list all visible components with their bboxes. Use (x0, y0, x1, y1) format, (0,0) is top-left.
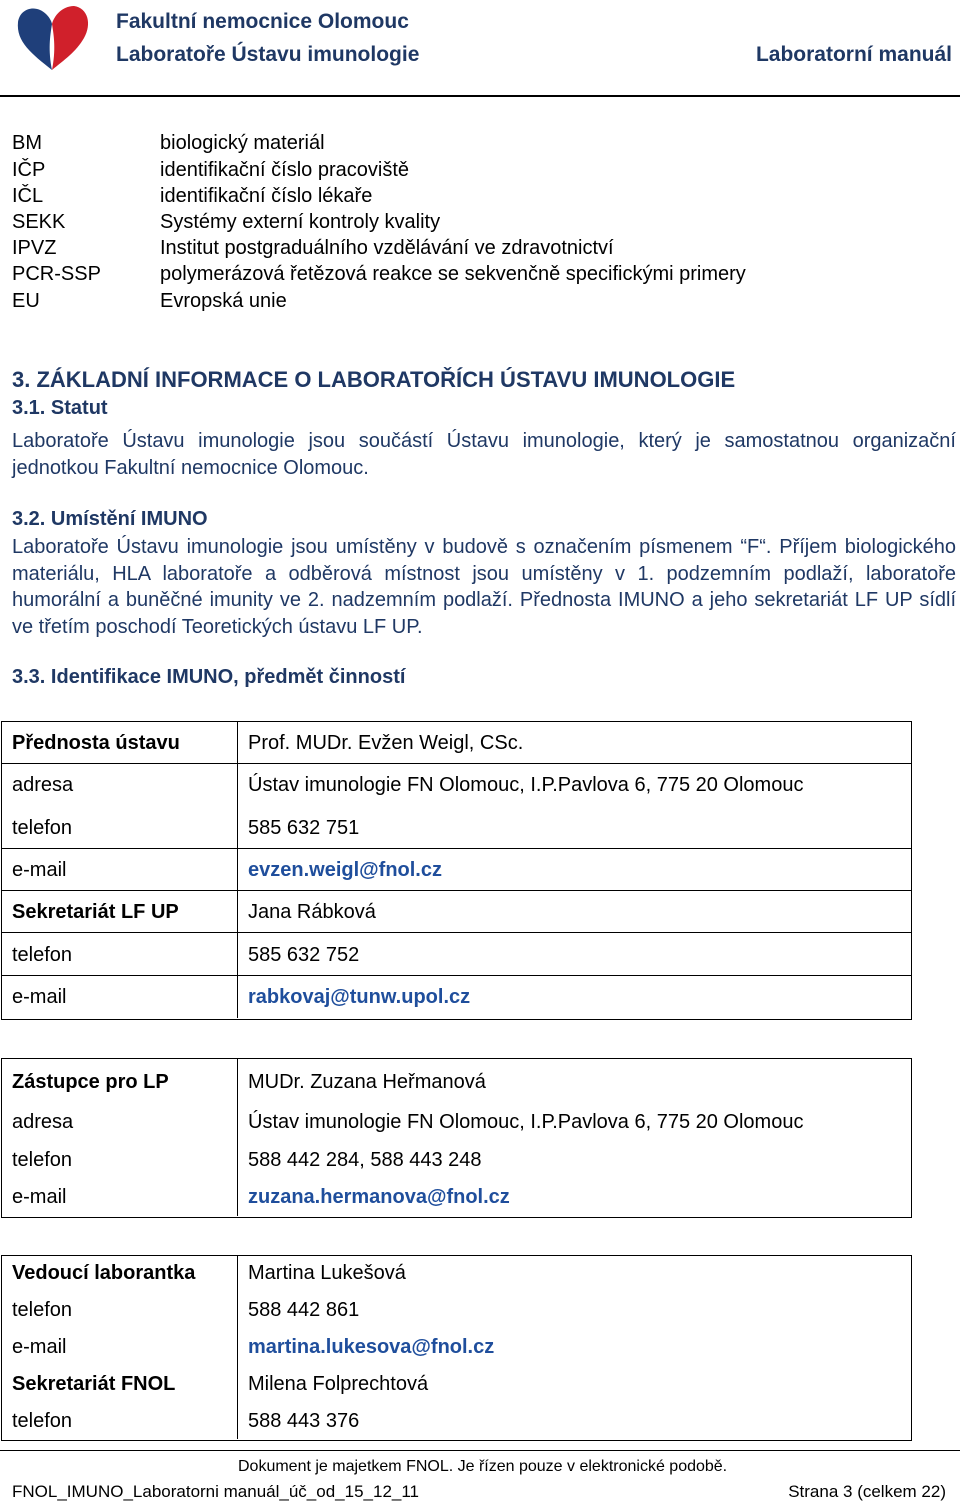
deputy-contact-table: Zástupce pro LP MUDr. Zuzana Heřmanová adresa Ústav imunologie FN Olomouc, I.P.Pavlova 6, 775 20 Olomouc telefon 588 442 284, 588 443 248 e-mail zuzana.hermanova@fnol.cz (1, 1058, 912, 1218)
header-divider (0, 95, 960, 97)
email-link[interactable]: rabkovaj@tunw.upol.cz (248, 986, 471, 1008)
header-organization: Fakultní nemocnice Olomouc (116, 10, 409, 33)
section-3-heading: 3. ZÁKLADNÍ INFORMACE O LABORATOŘÍCH ÚSTAVU IMUNOLOGIE (12, 367, 736, 392)
head-contact-table: Přednosta ústavu Prof. MUDr. Evžen Weigl, CSc. adresa Ústav imunologie FN Olomouc, I.P.Pavlova 6, 775 20 Olomouc telefon 585 632 751 e-mail evzen.weigl@fnol.cz Sekretariát LF UP Jana Rábková telefon 585 632 752 e-mail rabkovaj@tunw.upol.cz (1, 721, 912, 1020)
email-link[interactable]: evzen.weigl@fnol.cz (248, 859, 442, 881)
fnol-logo (12, 2, 92, 74)
footer-divider (0, 1450, 960, 1451)
header-manual-title: Laboratorní manuál (755, 43, 952, 66)
section-3-3-heading: 3.3. Identifikace IMUNO, předmět činností (12, 666, 406, 688)
header-laboratory: Laboratoře Ústavu imunologie (116, 43, 420, 66)
email-link[interactable]: martina.lukesova@fnol.cz (248, 1336, 495, 1358)
section-3-2-heading: 3.2. Umístění IMUNO (12, 508, 208, 530)
footer-page-number: Strana 3 (celkem 22) (788, 1482, 946, 1501)
footer-note: Dokument je majetkem FNOL. Je řízen pouze v elektronické podobě. (238, 1458, 728, 1475)
section-3-1-text: Laboratoře Ústavu imunologie jsou součástí Ústavu imunologie, který je samostatnou organizační jednotkou Fakultní nemocnice Olomouc. (12, 430, 956, 479)
section-3-2-text: Laboratoře Ústavu imunologie jsou umístěny v budově s označením písmenem “F“. Příjem biologického materiálu, HLA laboratoře a odběrová místnost jsou umístěny v 1. podzemním podlaží, laboratoře humorální a buněčné imunity ve 2. nadzemním podlaží. Přednosta IMUNO a jeho sekretariát LF UP sídlí ve třetím poschodí Teoretických ústavu LF UP. (12, 536, 956, 638)
email-link[interactable]: zuzana.hermanova@fnol.cz (248, 1186, 510, 1208)
footer-filename: FNOL_IMUNO_Laboratorni manuál_úč_od_15_12_11 (12, 1482, 419, 1501)
lead-contact-table: Vedoucí laborantka Martina Lukešová telefon 588 442 861 e-mail martina.lukesova@fnol.cz Sekretariát FNOL Milena Folprechtová telefon 588 443 376 (1, 1255, 912, 1441)
section-3-1-heading: 3.1. Statut (12, 397, 108, 419)
